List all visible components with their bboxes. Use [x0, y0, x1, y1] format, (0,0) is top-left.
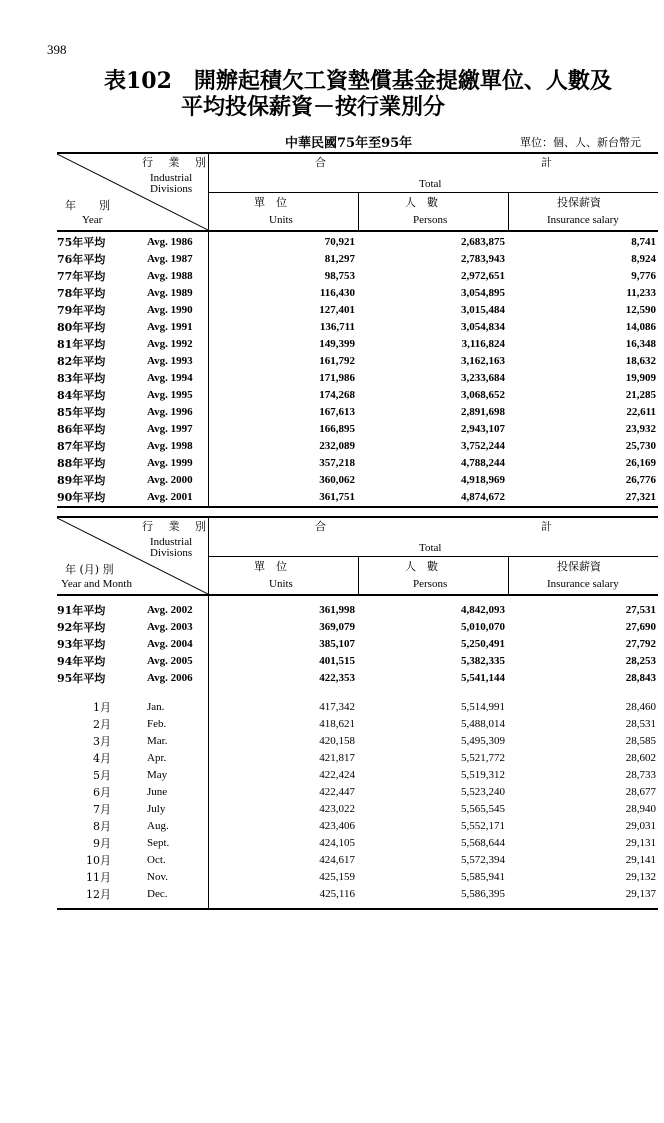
table-row: [57, 886, 658, 903]
units-value: 98,753: [324, 270, 355, 282]
units-value: 418,621: [319, 718, 355, 730]
units-value: 81,297: [324, 253, 355, 265]
persons-value: 5,586,395: [461, 888, 505, 900]
table-row: [57, 835, 658, 852]
row-label-en: Avg. 2004: [147, 638, 193, 650]
row-label-zh: 2月: [93, 718, 111, 731]
salary-value: 27,321: [625, 491, 656, 503]
row-label-en: Avg. 2006: [147, 672, 193, 684]
table-header-2: [57, 516, 658, 596]
units-value: 136,711: [319, 321, 355, 333]
salary-value: 26,169: [625, 457, 656, 469]
persons-value: 5,519,312: [461, 769, 505, 781]
row-label-zh: 79年平均: [57, 304, 106, 317]
units-value: 422,353: [319, 672, 355, 684]
row-label-zh: 95年平均: [57, 672, 106, 685]
persons-value: 5,541,144: [461, 672, 505, 684]
units-value: 174,268: [319, 389, 355, 401]
industry-label-en: Industrial: [150, 172, 193, 184]
table-row: [57, 670, 658, 687]
units-value: 161,792: [319, 355, 355, 367]
units-value: 116,430: [319, 287, 355, 299]
table-row: [57, 353, 658, 370]
row-label-zh: 8月: [93, 820, 111, 833]
industry-label-en2: Divisions: [150, 547, 193, 559]
row-label-en: June: [147, 786, 168, 798]
units-value: 166,895: [319, 423, 355, 435]
table-row: [57, 472, 658, 489]
salary-value: 8,924: [631, 253, 656, 265]
table-row: [57, 285, 658, 302]
total-label-en: Total: [419, 178, 442, 190]
persons-value: 5,488,014: [461, 718, 505, 730]
row-label-zh: 84年平均: [57, 389, 106, 402]
total-label-zh-right: 計: [541, 520, 552, 533]
table-row: [57, 455, 658, 472]
persons-value: 5,568,644: [461, 837, 505, 849]
row-label-en: Avg. 1995: [147, 389, 193, 401]
units-value: 421,817: [319, 752, 355, 764]
total-label-en: Total: [419, 542, 442, 554]
units-value: 70,921: [324, 236, 355, 248]
row-label-zh: 91年平均: [57, 604, 106, 617]
row-label-en: Avg. 1993: [147, 355, 193, 367]
row-label-zh: 5月: [93, 769, 111, 782]
units-value: 422,447: [319, 786, 355, 798]
table-row: [57, 319, 658, 336]
row-label-en: May: [147, 769, 168, 781]
salary-value: 25,730: [625, 440, 656, 452]
persons-value: 2,891,698: [461, 406, 505, 418]
table-row: [57, 438, 658, 455]
units-label-en: Units: [269, 578, 293, 590]
salary-value: 28,940: [625, 803, 656, 815]
row-label-zh: 86年平均: [57, 423, 106, 436]
table-row: [57, 302, 658, 319]
salary-value: 18,632: [625, 355, 656, 367]
row-label-zh: 94年平均: [57, 655, 106, 668]
units-label-en: Units: [269, 214, 293, 226]
row-label-zh: 80年平均: [57, 321, 106, 334]
row-label-zh: 89年平均: [57, 474, 106, 487]
units-value: 361,998: [319, 604, 355, 616]
row-label-zh: 11月: [86, 871, 111, 884]
table-row: [57, 767, 658, 784]
unit-note: 單位：個、人、新台幣元: [520, 136, 641, 149]
salary-label-zh: 投保薪資: [557, 196, 601, 209]
table-row: [57, 387, 658, 404]
table-row: [57, 489, 658, 506]
persons-value: 5,382,335: [461, 655, 505, 667]
row-label-en: Avg. 1997: [147, 423, 193, 435]
units-label-zh: 單 位: [254, 196, 287, 209]
units-value: 401,515: [319, 655, 355, 667]
table-row: [57, 602, 658, 619]
salary-label-en: Insurance salary: [547, 214, 619, 226]
period-subtitle: 中華民國75年至95年: [285, 136, 413, 151]
table-section-1: [57, 152, 658, 508]
row-label-zh: 9月: [93, 837, 111, 850]
row-label-zh: 3月: [93, 735, 111, 748]
table-row: [57, 750, 658, 767]
year-month-label-en: Year and Month: [61, 578, 132, 590]
row-label-en: Avg. 1987: [147, 253, 193, 265]
row-label-zh: 92年平均: [57, 621, 106, 634]
units-value: 360,062: [319, 474, 355, 486]
row-label-en: Oct.: [147, 854, 166, 866]
salary-value: 28,733: [625, 769, 656, 781]
row-label-zh: 85年平均: [57, 406, 106, 419]
salary-value: 8,741: [631, 236, 656, 248]
units-value: 425,116: [319, 888, 355, 900]
row-label-en: Jan.: [147, 701, 165, 713]
row-label-zh: 83年平均: [57, 372, 106, 385]
row-label-en: Dec.: [147, 888, 168, 900]
salary-label-en: Insurance salary: [547, 578, 619, 590]
salary-value: 19,909: [625, 372, 656, 384]
units-value: 232,089: [319, 440, 355, 452]
table-row: [57, 801, 658, 818]
row-label-en: Sept.: [147, 837, 170, 849]
row-label-zh: 78年平均: [57, 287, 106, 300]
industry-label-en2: Divisions: [150, 183, 193, 195]
persons-value: 3,054,895: [461, 287, 505, 299]
persons-value: 3,068,652: [461, 389, 505, 401]
page-number: 398: [47, 42, 67, 57]
salary-value: 28,677: [625, 786, 656, 798]
persons-value: 5,521,772: [461, 752, 505, 764]
table-row: [57, 818, 658, 835]
table-row: [57, 716, 658, 733]
row-label-zh: 1月: [93, 701, 111, 714]
units-value: 420,158: [319, 735, 355, 747]
persons-value: 3,116,824: [461, 338, 505, 350]
year-month-label-zh: 年 (月) 別: [65, 563, 114, 576]
row-label-en: Avg. 1994: [147, 372, 193, 384]
row-label-en: Avg. 2002: [147, 604, 193, 616]
table-header-1: [57, 152, 658, 232]
persons-value: 5,010,070: [461, 621, 505, 633]
total-label-zh-left: 合: [315, 520, 326, 533]
persons-value: 5,514,991: [461, 701, 505, 713]
table-row: [57, 699, 658, 716]
row-label-en: Avg. 2005: [147, 655, 193, 667]
row-label-en: Nov.: [147, 871, 168, 883]
persons-value: 3,162,163: [461, 355, 505, 367]
row-label-en: Avg. 1988: [147, 270, 193, 282]
row-gap: [57, 687, 658, 699]
total-label-zh-right: 計: [541, 156, 552, 169]
persons-label-zh: 人 數: [405, 560, 438, 573]
table-section-2: [57, 516, 658, 910]
persons-value: 5,523,240: [461, 786, 505, 798]
units-label-zh: 單 位: [254, 560, 287, 573]
table-row: [57, 852, 658, 869]
persons-value: 2,972,651: [461, 270, 505, 282]
persons-value: 2,683,875: [461, 236, 505, 248]
row-label-zh: 90年平均: [57, 491, 106, 504]
row-label-zh: 77年平均: [57, 270, 106, 283]
persons-value: 4,918,969: [461, 474, 505, 486]
row-label-zh: 12月: [86, 888, 111, 901]
total-label-zh-left: 合: [315, 156, 326, 169]
units-value: 385,107: [319, 638, 355, 650]
row-label-zh: 88年平均: [57, 457, 106, 470]
units-value: 423,022: [319, 803, 355, 815]
table-row: [57, 234, 658, 251]
row-label-en: Aug.: [147, 820, 169, 832]
salary-value: 29,031: [625, 820, 656, 832]
salary-value: 28,585: [625, 735, 656, 747]
persons-value: 5,565,545: [461, 803, 505, 815]
row-label-en: Avg. 2001: [147, 491, 193, 503]
table-row: [57, 336, 658, 353]
row-label-zh: 4月: [93, 752, 111, 765]
persons-value: 2,943,107: [461, 423, 505, 435]
units-value: 424,617: [319, 854, 355, 866]
row-label-en: Mar.: [147, 735, 168, 747]
table-row: [57, 421, 658, 438]
salary-value: 28,602: [625, 752, 656, 764]
salary-value: 22,611: [626, 406, 656, 418]
units-value: 361,751: [319, 491, 355, 503]
industry-label-zh: 行 業 別: [142, 156, 212, 169]
table-row: [57, 869, 658, 886]
persons-value: 4,842,093: [461, 604, 505, 616]
salary-value: 27,531: [625, 604, 656, 616]
salary-value: 9,776: [631, 270, 656, 282]
row-label-en: Feb.: [147, 718, 167, 730]
row-label-zh: 93年平均: [57, 638, 106, 651]
row-label-zh: 81年平均: [57, 338, 106, 351]
row-label-en: Apr.: [147, 752, 167, 764]
units-value: 167,613: [319, 406, 355, 418]
persons-value: 3,233,684: [461, 372, 505, 384]
row-label-en: Avg. 1992: [147, 338, 193, 350]
table-row: [57, 733, 658, 750]
persons-value: 2,783,943: [461, 253, 505, 265]
row-label-zh: 87年平均: [57, 440, 106, 453]
persons-value: 3,054,834: [461, 321, 505, 333]
persons-value: 3,752,244: [461, 440, 505, 452]
salary-value: 27,690: [625, 621, 656, 633]
salary-value: 23,932: [625, 423, 656, 435]
industry-label-en: Industrial: [150, 536, 193, 548]
salary-value: 29,137: [625, 888, 656, 900]
units-value: 369,079: [319, 621, 355, 633]
row-label-en: Avg. 2000: [147, 474, 193, 486]
row-label-zh: 7月: [93, 803, 111, 816]
table-row: [57, 251, 658, 268]
row-label-zh: 6月: [93, 786, 111, 799]
salary-value: 14,086: [625, 321, 656, 333]
table-row: [57, 268, 658, 285]
persons-value: 5,552,171: [461, 820, 505, 832]
table-body-1: [57, 232, 658, 506]
units-value: 422,424: [319, 769, 355, 781]
units-value: 417,342: [319, 701, 355, 713]
persons-value: 5,250,491: [461, 638, 505, 650]
salary-value: 29,132: [625, 871, 656, 883]
units-value: 127,401: [319, 304, 355, 316]
year-label-en: Year: [82, 214, 103, 226]
units-value: 423,406: [319, 820, 355, 832]
industry-label-zh: 行 業 別: [142, 520, 212, 533]
salary-label-zh: 投保薪資: [557, 560, 601, 573]
table-title-line1: 表102 開辦起積欠工資墊償基金提繳單位、人數及: [104, 68, 612, 94]
table-row: [57, 619, 658, 636]
row-label-zh: 82年平均: [57, 355, 106, 368]
row-label-zh: 10月: [86, 854, 111, 867]
table-row: [57, 636, 658, 653]
year-label-zh: 年 別: [65, 199, 116, 212]
units-value: 149,399: [319, 338, 355, 350]
salary-value: 29,141: [625, 854, 656, 866]
salary-value: 27,792: [625, 638, 656, 650]
salary-value: 28,531: [625, 718, 656, 730]
row-label-en: Avg. 2003: [147, 621, 193, 633]
table-row: [57, 404, 658, 421]
persons-value: 5,585,941: [461, 871, 505, 883]
salary-value: 28,460: [625, 701, 656, 713]
salary-value: 28,253: [625, 655, 656, 667]
row-label-zh: 75年平均: [57, 236, 106, 249]
persons-label-en: Persons: [413, 214, 448, 226]
units-value: 424,105: [319, 837, 355, 849]
row-label-en: Avg. 1991: [147, 321, 193, 333]
row-label-zh: 76年平均: [57, 253, 106, 266]
units-value: 425,159: [319, 871, 355, 883]
persons-value: 5,572,394: [461, 854, 505, 866]
row-label-en: Avg. 1996: [147, 406, 193, 418]
persons-value: 5,495,309: [461, 735, 505, 747]
persons-value: 3,015,484: [461, 304, 505, 316]
salary-value: 16,348: [625, 338, 656, 350]
salary-value: 29,131: [625, 837, 656, 849]
row-label-en: Avg. 1998: [147, 440, 193, 452]
persons-value: 4,874,672: [461, 491, 505, 503]
table-body-2: [57, 596, 658, 908]
table-row: [57, 370, 658, 387]
row-label-en: Avg. 1990: [147, 304, 193, 316]
persons-label-en: Persons: [413, 578, 448, 590]
salary-value: 21,285: [625, 389, 656, 401]
salary-value: 11,233: [626, 287, 656, 299]
row-label-en: Avg. 1999: [147, 457, 193, 469]
salary-value: 12,590: [625, 304, 656, 316]
row-label-en: Avg. 1989: [147, 287, 193, 299]
row-label-en: Avg. 1986: [147, 236, 193, 248]
persons-label-zh: 人 數: [405, 196, 438, 209]
table-row: [57, 653, 658, 670]
row-label-en: July: [147, 803, 166, 815]
persons-value: 4,788,244: [461, 457, 505, 469]
table-row: [57, 784, 658, 801]
table-title-line2: 平均投保薪資－按行業別分: [181, 94, 446, 120]
salary-value: 28,843: [625, 672, 656, 684]
salary-value: 26,776: [625, 474, 656, 486]
units-value: 171,986: [319, 372, 355, 384]
units-value: 357,218: [319, 457, 355, 469]
